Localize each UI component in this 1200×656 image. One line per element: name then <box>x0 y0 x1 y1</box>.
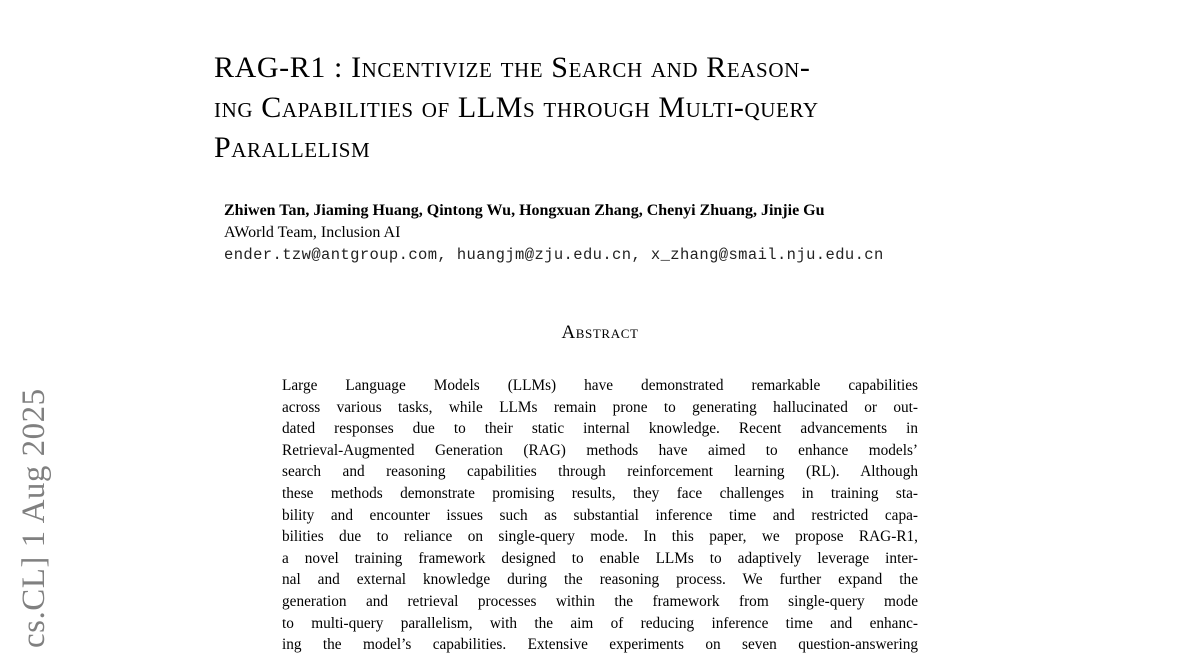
title-line: ing Capabilities of LLMs through Multi-query <box>214 91 819 124</box>
arxiv-identifier-stamp: cs.CL] 1 Aug 2025 <box>16 388 52 648</box>
abstract-line: generation and retrieval processes within the framework from single-query mode <box>282 592 918 610</box>
paper-title <box>214 48 1014 168</box>
title-line: RAG-R1 : Incentivize the Search and Reason- <box>214 51 811 84</box>
abstract-line: across various tasks, while LLMs remain prone to generating hallucinated or out- <box>282 398 918 416</box>
author-list: Zhiwen Tan, Jiaming Huang, Qintong Wu, Hongxuan Zhang, Chenyi Zhuang, Jinjie Gu <box>224 202 825 219</box>
abstract-line: dated responses due to their static internal knowledge. Recent advancements in <box>282 420 918 438</box>
abstract-body <box>282 375 918 656</box>
abstract-line: nal and external knowledge during the reasoning process. We further expand the <box>282 571 918 589</box>
abstract-line: ing the model’s capabilities. Extensive experiments on seven question-answering <box>282 636 918 654</box>
abstract-line: Retrieval-Augmented Generation (RAG) methods have aimed to enhance models’ <box>282 441 918 459</box>
abstract-heading: Abstract <box>561 322 639 343</box>
abstract-line: bility and encounter issues such as substantial inference time and restricted capa- <box>282 506 918 524</box>
abstract-line: a novel training framework designed to enable LLMs to adaptively leverage inter- <box>282 549 918 567</box>
author-emails: ender.tzw@antgroup.com, huangjm@zju.edu.cn, x_zhang@smail.nju.edu.cn <box>224 246 884 264</box>
abstract-line: these methods demonstrate promising results, they face challenges in training sta- <box>282 484 918 502</box>
affiliation: AWorld Team, Inclusion AI <box>224 224 401 241</box>
abstract-line: search and reasoning capabilities through reinforcement learning (RL). Although <box>282 463 918 481</box>
abstract-line: bilities due to reliance on single-query mode. In this paper, we propose RAG-R1, <box>282 528 918 546</box>
title-line: Parallelism <box>214 131 371 164</box>
abstract-line: to multi-query parallelism, with the aim of reducing inference time and enhanc- <box>282 614 918 632</box>
abstract-line: Large Language Models (LLMs) have demonstrated remarkable capabilities <box>282 377 918 394</box>
